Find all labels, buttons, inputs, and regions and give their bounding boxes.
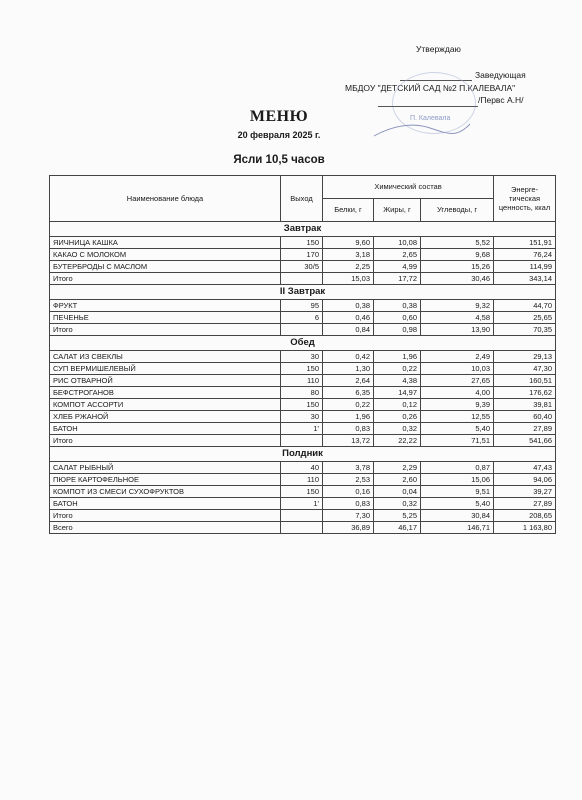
dish-name: Итого: [50, 324, 281, 336]
menu-title: МЕНЮ: [249, 108, 309, 125]
carbs-value: 4,00: [421, 387, 494, 399]
dish-name: САЛАТ ИЗ СВЕКЛЫ: [50, 351, 281, 363]
output-value: [281, 435, 323, 447]
carbs-value: 5,40: [421, 498, 494, 510]
energy-value: 160,51: [494, 375, 556, 387]
energy-value: 39,27: [494, 486, 556, 498]
energy-value: 29,13: [494, 351, 556, 363]
fat-value: 0,26: [374, 411, 421, 423]
carbs-value: 9,68: [421, 249, 494, 261]
grand-total-row: [50, 522, 556, 534]
protein-value: 0,84: [323, 324, 374, 336]
menu-table: [49, 175, 556, 534]
carbs-value: 2,49: [421, 351, 494, 363]
dish-row: [50, 237, 556, 249]
energy-value: 60,40: [494, 411, 556, 423]
energy-value: 44,70: [494, 300, 556, 312]
subtotal-row: [50, 435, 556, 447]
fat-value: 0,04: [374, 486, 421, 498]
fat-value: 2,29: [374, 462, 421, 474]
section-header: [50, 222, 556, 237]
energy-value: 208,65: [494, 510, 556, 522]
energy-value: 343,14: [494, 273, 556, 285]
carbs-value: 71,51: [421, 435, 494, 447]
carbs-value: 9,32: [421, 300, 494, 312]
fat-value: 2,60: [374, 474, 421, 486]
dish-name: ПЕЧЕНЬЕ: [50, 312, 281, 324]
output-value: 150: [281, 399, 323, 411]
output-value: [281, 324, 323, 336]
dish-name: КОМПОТ ИЗ СМЕСИ СУХОФРУКТОВ: [50, 486, 281, 498]
fat-value: 0,32: [374, 423, 421, 435]
output-value: 150: [281, 237, 323, 249]
fat-value: 0,98: [374, 324, 421, 336]
approval-line-3: МБДОУ "ДЕТСКИЙ САД №2 П.КАЛЕВАЛА": [345, 83, 516, 93]
protein-value: 3,18: [323, 249, 374, 261]
header-fat: Жиры, г: [374, 199, 421, 222]
energy-value: 27,89: [494, 423, 556, 435]
energy-value: 47,43: [494, 462, 556, 474]
output-value: 1': [281, 423, 323, 435]
carbs-value: 15,26: [421, 261, 494, 273]
fat-value: 17,72: [374, 273, 421, 285]
fat-value: 0,60: [374, 312, 421, 324]
output-value: 150: [281, 363, 323, 375]
protein-value: 13,72: [323, 435, 374, 447]
fat-value: 1,96: [374, 351, 421, 363]
protein-value: 2,53: [323, 474, 374, 486]
output-value: 110: [281, 375, 323, 387]
output-value: [281, 510, 323, 522]
dish-row: [50, 486, 556, 498]
fat-value: 10,08: [374, 237, 421, 249]
output-value: 40: [281, 462, 323, 474]
carbs-value: 12,55: [421, 411, 494, 423]
section-title: Обед: [50, 336, 556, 351]
dish-row: [50, 474, 556, 486]
dish-name: ХЛЕБ РЖАНОЙ: [50, 411, 281, 423]
dish-row: [50, 411, 556, 423]
dish-name: БАТОН: [50, 498, 281, 510]
output-value: 170: [281, 249, 323, 261]
dish-name: ПЮРЕ КАРТОФЕЛЬНОЕ: [50, 474, 281, 486]
fat-value: 0,38: [374, 300, 421, 312]
energy-value: 47,30: [494, 363, 556, 375]
output-value: 80: [281, 387, 323, 399]
carbs-value: 30,46: [421, 273, 494, 285]
protein-value: 0,46: [323, 312, 374, 324]
carbs-value: 13,90: [421, 324, 494, 336]
dish-row: [50, 375, 556, 387]
dish-name: Итого: [50, 435, 281, 447]
energy-value: 76,24: [494, 249, 556, 261]
fat-value: 0,32: [374, 498, 421, 510]
fat-value: 4,99: [374, 261, 421, 273]
carbs-value: 4,58: [421, 312, 494, 324]
protein-value: 0,83: [323, 423, 374, 435]
dish-name: Итого: [50, 273, 281, 285]
output-value: [281, 522, 323, 534]
carbs-value: 9,39: [421, 399, 494, 411]
protein-value: 0,22: [323, 399, 374, 411]
protein-value: 1,30: [323, 363, 374, 375]
dish-name: РИС ОТВАРНОЙ: [50, 375, 281, 387]
dish-row: [50, 387, 556, 399]
energy-value: 1 163,80: [494, 522, 556, 534]
output-value: 150: [281, 486, 323, 498]
subtotal-row: [50, 273, 556, 285]
energy-value: 39,81: [494, 399, 556, 411]
dish-row: [50, 312, 556, 324]
dish-row: [50, 351, 556, 363]
output-value: 110: [281, 474, 323, 486]
subtotal-row: [50, 324, 556, 336]
section-header: [50, 285, 556, 300]
carbs-value: 146,71: [421, 522, 494, 534]
approval-line-2: Заведующая: [475, 70, 526, 80]
carbs-value: 5,40: [421, 423, 494, 435]
header-carbs: Углеводы, г: [421, 199, 494, 222]
menu-date: 20 февраля 2025 г.: [237, 130, 321, 140]
output-value: 1': [281, 498, 323, 510]
output-value: 30/5: [281, 261, 323, 273]
carbs-value: 9,51: [421, 486, 494, 498]
energy-value: 151,91: [494, 237, 556, 249]
dish-row: [50, 423, 556, 435]
subtotal-row: [50, 510, 556, 522]
fat-value: 22,22: [374, 435, 421, 447]
fat-value: 0,22: [374, 363, 421, 375]
fat-value: 2,65: [374, 249, 421, 261]
dish-name: ФРУКТ: [50, 300, 281, 312]
output-value: 30: [281, 411, 323, 423]
approval-line-1: Утверждаю: [416, 44, 461, 54]
section-header: [50, 336, 556, 351]
protein-value: 2,25: [323, 261, 374, 273]
energy-value: 94,06: [494, 474, 556, 486]
fat-value: 5,25: [374, 510, 421, 522]
dish-name: КОМПОТ АССОРТИ: [50, 399, 281, 411]
protein-value: 3,78: [323, 462, 374, 474]
dish-name: БУТЕРБРОДЫ С МАСЛОМ: [50, 261, 281, 273]
energy-value: 27,89: [494, 498, 556, 510]
protein-value: 0,42: [323, 351, 374, 363]
approval-line-4: /Первс А.Н/: [478, 95, 524, 105]
dish-name: СУП ВЕРМИШЕЛЕВЫЙ: [50, 363, 281, 375]
protein-value: 1,96: [323, 411, 374, 423]
dish-row: [50, 399, 556, 411]
section-title: II Завтрак: [50, 285, 556, 300]
dish-row: [50, 261, 556, 273]
menu-group: Ясли 10,5 часов: [233, 154, 325, 166]
carbs-value: 27,65: [421, 375, 494, 387]
dish-name: БАТОН: [50, 423, 281, 435]
output-value: 30: [281, 351, 323, 363]
dish-row: [50, 462, 556, 474]
output-value: [281, 273, 323, 285]
section-title: Полдник: [50, 447, 556, 462]
section-title: Завтрак: [50, 222, 556, 237]
protein-value: 15,03: [323, 273, 374, 285]
fat-value: 46,17: [374, 522, 421, 534]
dish-row: [50, 249, 556, 261]
section-header: [50, 447, 556, 462]
energy-value: 114,99: [494, 261, 556, 273]
carbs-value: 15,06: [421, 474, 494, 486]
fat-value: 4,38: [374, 375, 421, 387]
protein-value: 9,60: [323, 237, 374, 249]
carbs-value: 0,87: [421, 462, 494, 474]
fat-value: 14,97: [374, 387, 421, 399]
header-chem: Химический состав: [323, 176, 494, 199]
energy-value: 541,66: [494, 435, 556, 447]
protein-value: 6,35: [323, 387, 374, 399]
dish-row: [50, 300, 556, 312]
protein-value: 0,38: [323, 300, 374, 312]
dish-name: КАКАО С МОЛОКОМ: [50, 249, 281, 261]
protein-value: 7,30: [323, 510, 374, 522]
energy-value: 176,62: [494, 387, 556, 399]
stamp-text: П. Калевала: [410, 115, 451, 122]
output-value: 95: [281, 300, 323, 312]
protein-value: 0,16: [323, 486, 374, 498]
fat-value: 0,12: [374, 399, 421, 411]
energy-value: 70,35: [494, 324, 556, 336]
dish-name: Итого: [50, 510, 281, 522]
carbs-value: 10,03: [421, 363, 494, 375]
approval-underline-2: [378, 106, 478, 107]
protein-value: 0,83: [323, 498, 374, 510]
dish-name: Всего: [50, 522, 281, 534]
dish-name: БЕФСТРОГАНОВ: [50, 387, 281, 399]
protein-value: 2,64: [323, 375, 374, 387]
carbs-value: 5,52: [421, 237, 494, 249]
dish-name: САЛАТ РЫБНЫЙ: [50, 462, 281, 474]
header-protein: Белки, г: [323, 199, 374, 222]
menu-table-body: [50, 222, 556, 534]
protein-value: 36,89: [323, 522, 374, 534]
dish-row: [50, 363, 556, 375]
dish-name: ЯИЧНИЦА КАШКА: [50, 237, 281, 249]
dish-row: [50, 498, 556, 510]
header-output: Выход: [281, 176, 323, 222]
energy-value: 25,65: [494, 312, 556, 324]
header-name: Наименование блюда: [50, 176, 281, 222]
header-energy: Энерге-тическая ценность, ккал: [494, 176, 556, 222]
output-value: 6: [281, 312, 323, 324]
carbs-value: 30,84: [421, 510, 494, 522]
